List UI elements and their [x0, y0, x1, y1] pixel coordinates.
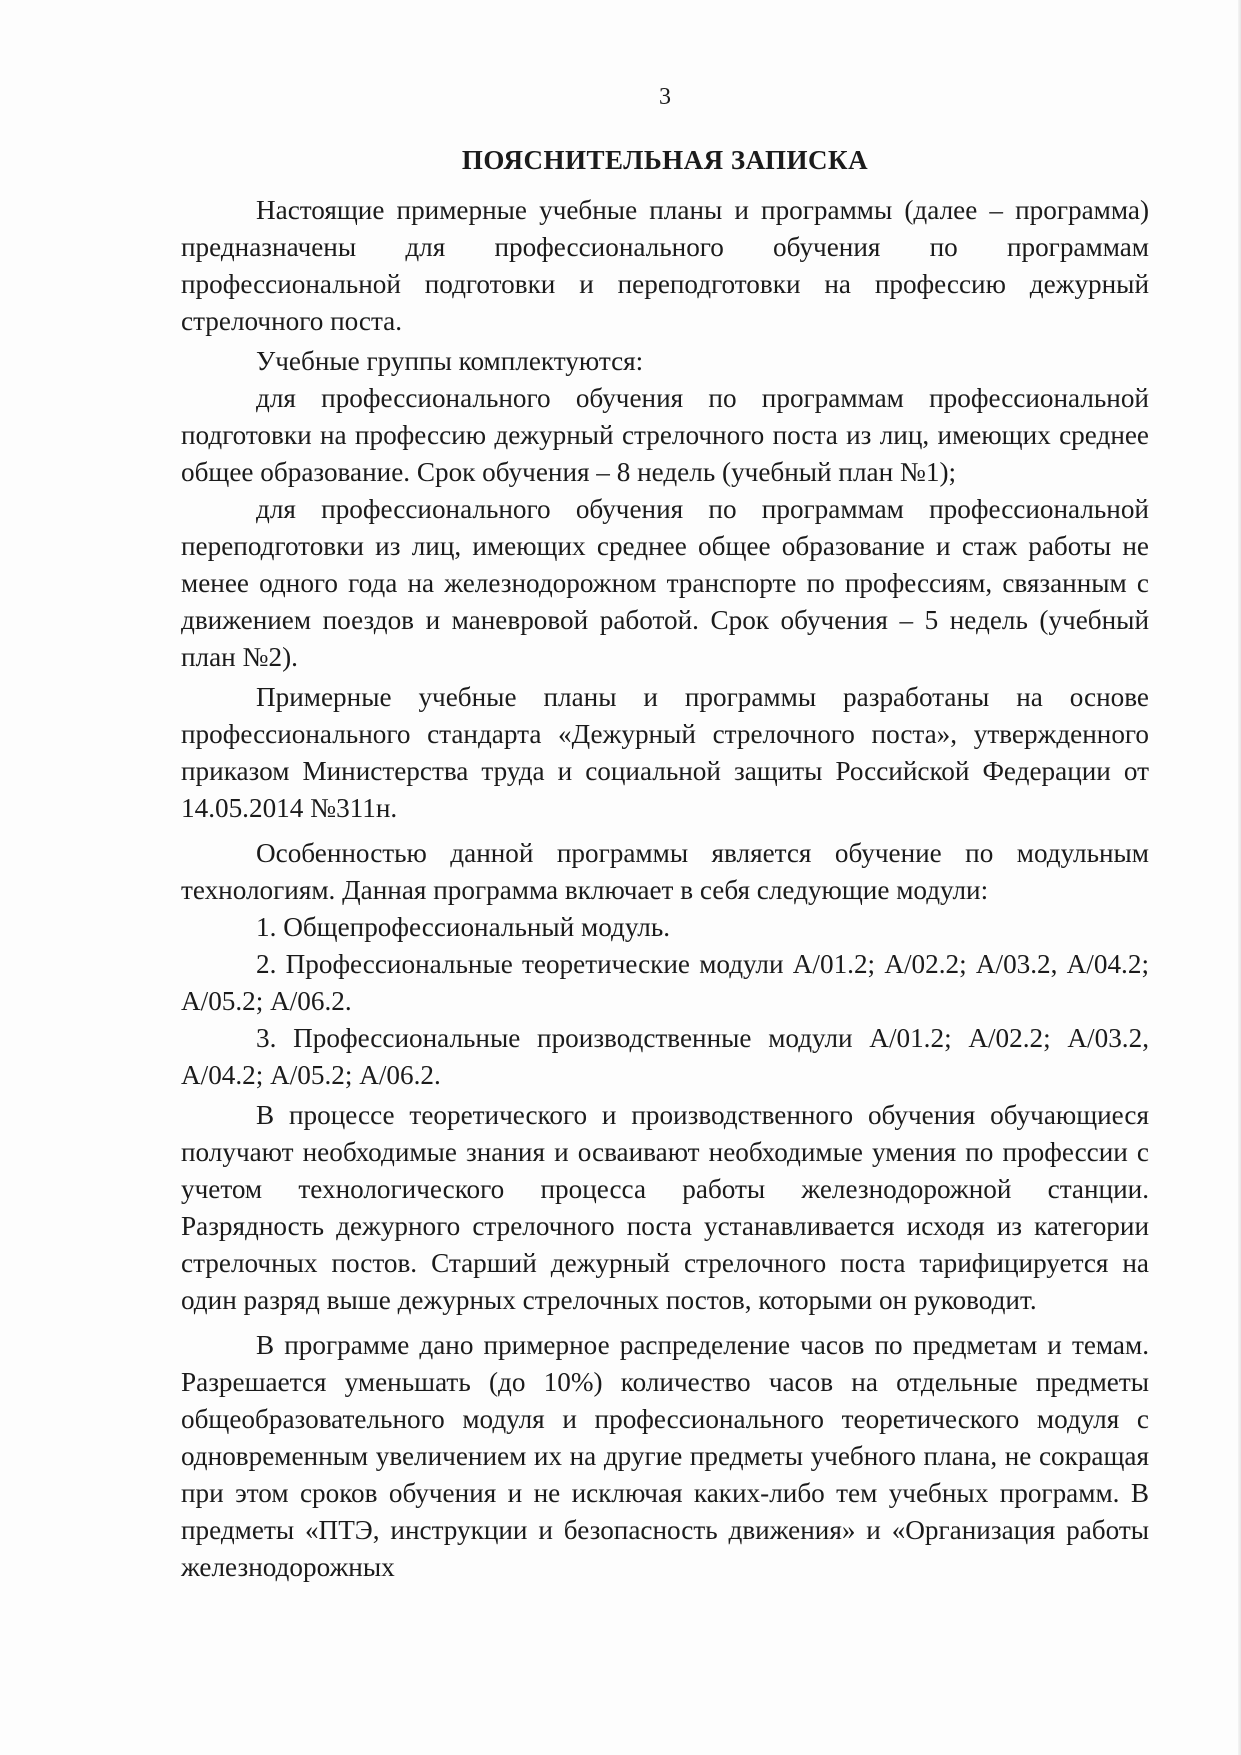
paragraph-group-training: для профессионального обучения по программам профессиональной подготовки на профессию дежурный стрелочного поста из лиц, имеющих среднее общее образование. Срок обучения – 8 недель (учебный план №1); [181, 383, 1149, 487]
document-title: ПОЯСНИТЕЛЬНАЯ ЗАПИСКА [461, 145, 869, 175]
list-item-module-1: 1. Общепрофессиональный модуль. [256, 912, 671, 942]
list-item-module-2: 2. Профессиональные теоретические модули А/01.2; А/02.2; А/03.2, А/04.2; А/05.2; А/06.2. [181, 949, 1149, 1016]
paragraph-modular-tech: Особенностью данной программы является обучение по модульным технологиям. Данная программа включает в себя следующие модули: [181, 838, 1149, 905]
paragraph-training-process: В процессе теоретического и производственного обучения обучающиеся получают необходимые знания и осваивают необходимые умения по профессии с учетом технологического процесса работы железнодорожной станции. Разрядность дежурного стрелочного поста устанавливается исходя из категории стрелочных постов. Старший дежурный стрелочного поста тарифицируется на один разряд выше дежурных стрелочных постов, которыми он руководит. [181, 1100, 1149, 1315]
paragraph-hours-distribution: В программе дано примерное распределение часов по предметам и темам. Разрешается уменьшать (до 10%) количество часов на отдельные предметы общеобразовательного модуля и профессионального теоретического модуля с одновременным увеличением их на другие предметы учебного плана, не сокращая при этом сроков обучения и не исключая каких-либо тем учебных программ. В предметы «ПТЭ, инструкции и безопасность движения» и «Организация работы железнодорожных [181, 1330, 1149, 1582]
paragraph-group-retraining: для профессионального обучения по программам профессиональной переподготовки из лиц, имеющих среднее общее образование и стаж работы не менее одного года на железнодорожном транспорте по профессиям, связанным с движением поездов и маневровой работой. Срок обучения – 5 недель (учебный план №2). [181, 494, 1149, 672]
page-number: 3 [659, 84, 671, 110]
list-item-module-3: 3. Профессиональные производственные модули А/01.2; А/02.2; А/03.2, А/04.2; А/05.2; А/06.2. [181, 1023, 1149, 1090]
paragraph-intro: Настоящие примерные учебные планы и программы (далее – программа) предназначены для профессионального обучения по программам профессиональной подготовки и переподготовки на профессию дежурный стрелочного поста. [181, 195, 1149, 336]
paragraph-standard-basis: Примерные учебные планы и программы разработаны на основе профессионального стандарта «Дежурный стрелочного поста», утвержденного приказом Министерства труда и социальной защиты Российской Федерации от 14.05.2014 №311н. [181, 682, 1149, 823]
document-body [181, 192, 1149, 1589]
paragraph-groups-heading: Учебные группы комплектуются: [256, 346, 644, 376]
